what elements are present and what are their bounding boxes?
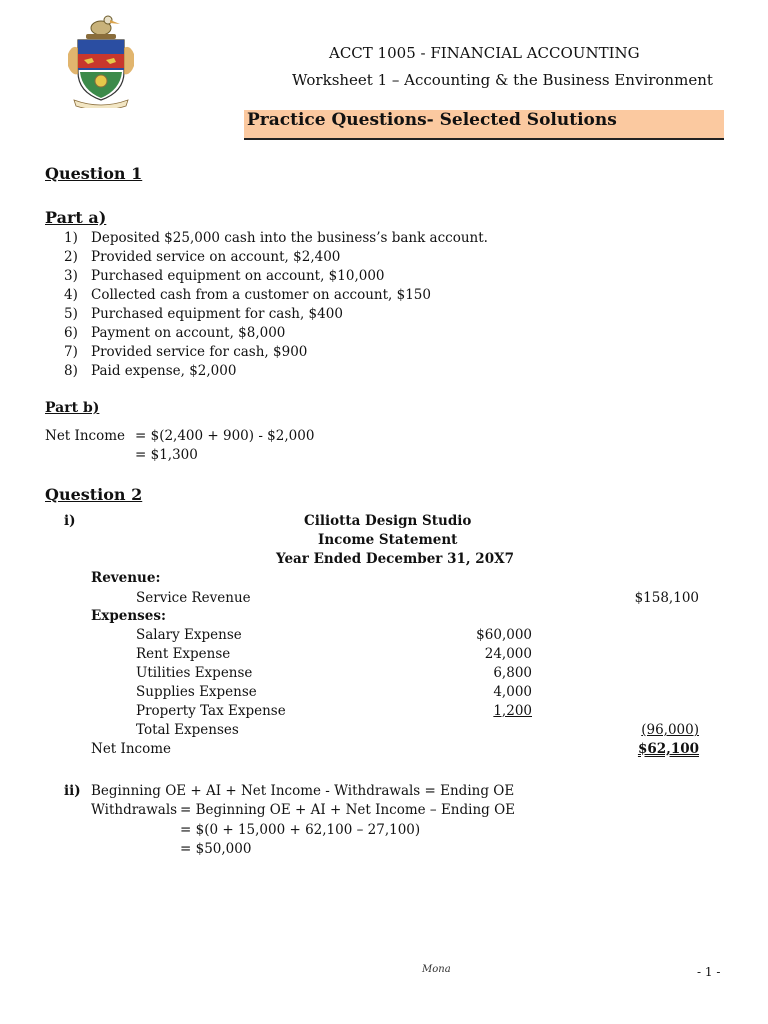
page-number: - 1 -: [697, 965, 721, 979]
list-item-number: 4): [64, 287, 78, 303]
withdrawals-formula: = Beginning OE + AI + Net Income – Ending OE: [180, 802, 516, 818]
statement-period: Year Ended December 31, 20X7: [276, 551, 514, 567]
net-income-label: Net Income: [45, 428, 126, 444]
expense-name: Utilities Expense: [136, 665, 253, 681]
list-item-text: Provided service on account, $2,400: [91, 249, 341, 265]
expense-name: Supplies Expense: [136, 684, 257, 700]
list-item-text: Purchased equipment on account, $10,000: [91, 268, 385, 284]
list-item-number: 1): [64, 230, 78, 246]
worksheet-title: Worksheet 1 – Accounting & the Business Environment: [292, 71, 713, 89]
expense-value: 6,800: [493, 665, 532, 681]
list-item-number: 5): [64, 306, 78, 322]
section-banner: [244, 110, 724, 140]
footer-signature: Mona: [422, 964, 451, 975]
part-ii-label: ii): [64, 783, 81, 799]
expense-name: Salary Expense: [136, 627, 242, 643]
net-income-row-label: Net Income: [91, 741, 172, 757]
expense-value: $60,000: [476, 627, 532, 643]
part-a-heading: Part a): [45, 208, 107, 227]
expense-name: Rent Expense: [136, 646, 231, 662]
list-item-text: Collected cash from a customer on account, $150: [91, 287, 431, 303]
list-item: [64, 343, 488, 362]
expenses-heading: Expenses:: [91, 608, 166, 624]
list-item: [64, 267, 488, 286]
list-item-number: 2): [64, 249, 78, 265]
net-income-result: = $1,300: [135, 447, 198, 463]
question-2-heading: Question 2: [45, 485, 143, 504]
net-income-row-value: $62,100: [637, 741, 699, 757]
list-item-text: Paid expense, $2,000: [91, 363, 237, 379]
oe-equation: Beginning OE + AI + Net Income - Withdrawals = Ending OE: [91, 783, 515, 799]
list-item: [64, 248, 488, 267]
total-expenses-label: Total Expenses: [136, 722, 239, 738]
list-item-text: Purchased equipment for cash, $400: [91, 306, 343, 322]
expense-value: 4,000: [493, 684, 532, 700]
service-revenue-value: $158,100: [634, 590, 699, 606]
list-item-number: 7): [64, 344, 78, 360]
list-item: [64, 286, 488, 305]
statement-title: Income Statement: [318, 532, 458, 548]
list-item-text: Provided service for cash, $900: [91, 344, 308, 360]
service-revenue-label: Service Revenue: [136, 590, 251, 606]
list-item: [64, 324, 488, 343]
course-title: ACCT 1005 - FINANCIAL ACCOUNTING: [329, 44, 640, 62]
company-name: Ciliotta Design Studio: [304, 513, 472, 529]
university-crest-logo: [64, 14, 138, 108]
banner-title: Practice Questions- Selected Solutions: [247, 110, 617, 130]
transaction-list: [64, 229, 488, 381]
withdrawals-calculation: = $(0 + 15,000 + 62,100 – 27,100): [180, 822, 421, 838]
question-1-heading: Question 1: [45, 164, 143, 183]
part-i-label: i): [64, 513, 76, 529]
revenue-heading: Revenue:: [91, 570, 161, 586]
list-item: [64, 305, 488, 324]
withdrawals-result: = $50,000: [180, 841, 252, 857]
list-item-number: 8): [64, 363, 78, 379]
list-item: [64, 229, 488, 248]
withdrawals-label: Withdrawals: [91, 802, 178, 818]
part-b-heading: Part b): [45, 400, 100, 416]
net-income-formula: = $(2,400 + 900) - $2,000: [135, 428, 315, 444]
total-expenses-value: (96,000): [641, 722, 699, 738]
expense-name: Property Tax Expense: [136, 703, 286, 719]
list-item-number: 3): [64, 268, 78, 284]
list-item: [64, 362, 488, 381]
expense-value: 1,200: [493, 703, 532, 719]
list-item-text: Deposited $25,000 cash into the business’s bank account.: [91, 230, 488, 246]
list-item-text: Payment on account, $8,000: [91, 325, 286, 341]
expense-value: 24,000: [484, 646, 532, 662]
list-item-number: 6): [64, 325, 78, 341]
